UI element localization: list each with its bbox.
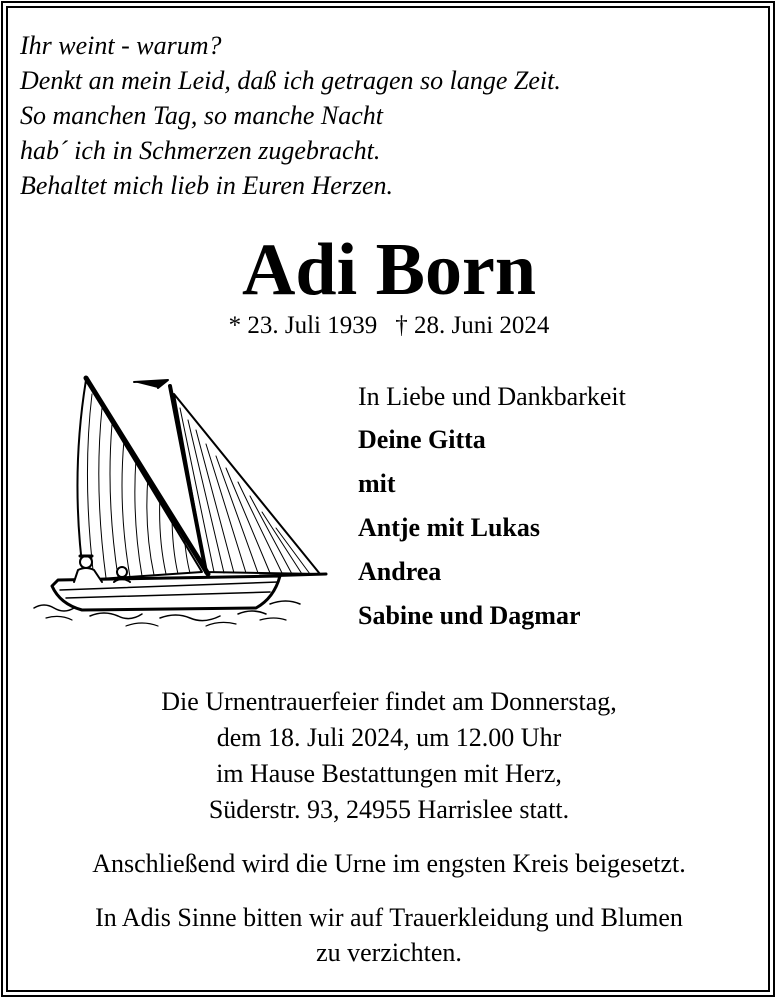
sailboat-icon — [30, 368, 330, 641]
poem-line: So manchen Tag, so manche Nacht — [20, 101, 384, 130]
death-date: † 28. Juni 2024 — [395, 312, 550, 339]
family-member: mit — [358, 469, 396, 498]
ceremony-line: im Hause Bestattungen mit Herz, — [216, 759, 562, 788]
poem-line: hab´ ich in Schmerzen zugebracht. — [20, 136, 381, 165]
request-line: In Adis Sinne bitten wir auf Trauerkleidung und Blumen — [95, 903, 683, 932]
life-dates — [0, 310, 778, 342]
deceased-name: Adi Born — [241, 229, 536, 311]
ceremony-line: dem 18. Juli 2024, um 12.00 Uhr — [216, 723, 562, 752]
birth-date: * 23. Juli 1939 — [228, 312, 378, 339]
family-lead: In Liebe und Dankbarkeit — [358, 382, 626, 411]
mourning-request — [0, 900, 778, 970]
poem — [20, 28, 561, 203]
ceremony-line: Die Urnentrauerfeier findet am Donnerstag, — [161, 687, 617, 716]
request-line: zu verzichten. — [316, 938, 462, 967]
ceremony-info — [0, 684, 778, 828]
ceremony-line: Süderstr. 93, 24955 Harrislee statt. — [208, 795, 570, 824]
family-member: Antje mit Lukas — [358, 513, 541, 542]
family-member: Sabine und Dagmar — [358, 601, 581, 630]
family-member: Andrea — [358, 557, 442, 586]
poem-line: Behaltet mich lieb in Euren Herzen. — [20, 171, 394, 200]
burial-note: Anschließend wird die Urne im engsten Kreis beigesetzt. — [92, 849, 686, 878]
poem-line: Ihr weint - warum? — [20, 31, 222, 60]
family-block — [358, 380, 626, 638]
poem-line: Denkt an mein Leid, daß ich getragen so lange Zeit. — [20, 66, 561, 95]
family-member: Deine Gitta — [358, 425, 486, 454]
